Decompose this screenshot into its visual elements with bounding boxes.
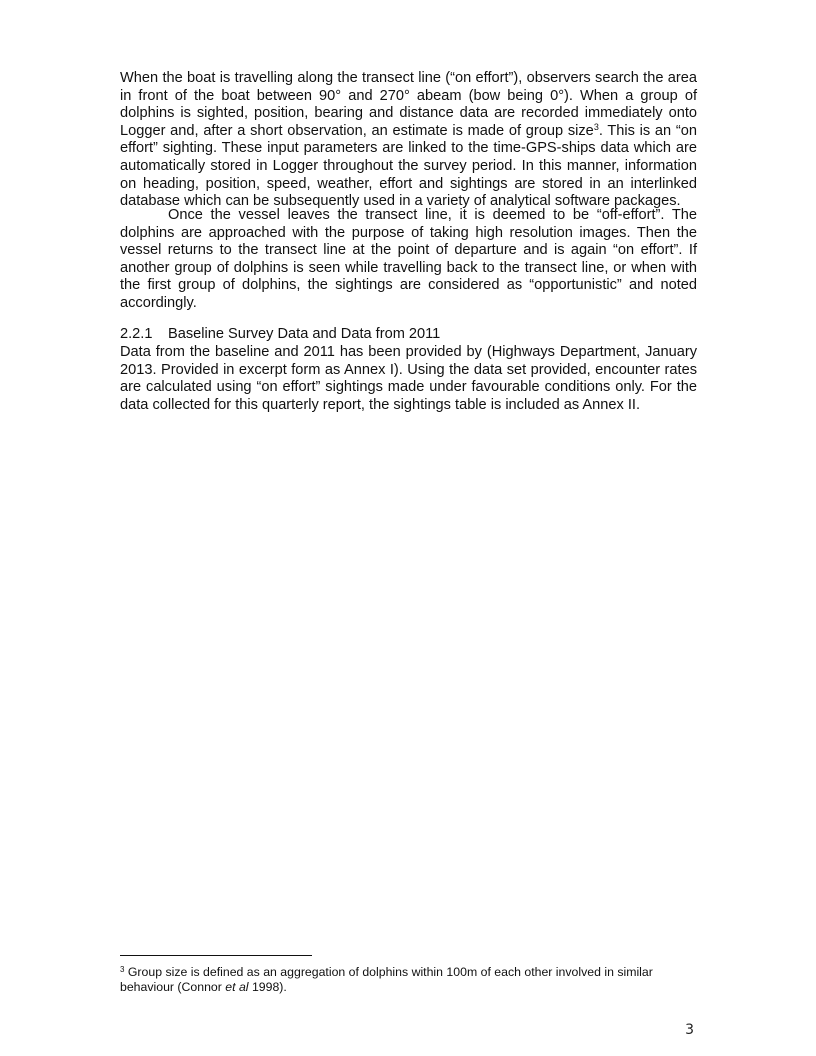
paragraph-3-text: Data from the baseline and 2011 has been provided by (Highways Department, January 2013. Provided in excerpt form as Annex I). Using the data set provided, encounter rates are calculated using “on effort” sightings made under favourable conditions only. For the data collected for this quarterly report, the sightings table is included as Annex II. [120,344,697,413]
footnote-text-italic: et al [225,980,249,994]
paragraph-on-effort-search [120,70,697,211]
paragraph-baseline-data [120,344,697,414]
footnote-marker: 3 [120,965,125,974]
paragraph-1-text-b: . This is an “on effort” sighting. These input parameters are linked to the time-GPS-ships data which are automatically stored in Logger throughout the survey period. In this manner, information on heading, position, speed, weather, effort and sightings are stored in an interlinked database which can be subsequently used in a variety of analytical software packages. [120,122,697,210]
paragraph-1-text-a: When the boat is travelling along the transect line (“on effort”), observers search the area in front of the boat between 90° and 270° abeam (bow being 0°). When a group of dolphins is sighted, position, bearing and distance data are recorded immediately onto Logger and, after a short observation, an estimate is made of group size [120,70,697,139]
section-heading [120,326,440,344]
paragraph-2-text: Once the vessel leaves the transect line, it is deemed to be “off-effort”. The dolphins are approached with the purpose of taking high resolution images. Then the vessel returns to the transect line at the point of departure and is again “on effort”. If another group of dolphins is seen while travelling back to the transect line, or when with the first group of dolphins, the sightings are considered as “opportunistic” and noted accordingly. [120,207,697,311]
section-title: Baseline Survey Data and Data from 2011 [168,326,441,342]
footnote-text-a: Group size is defined as an aggregation of dolphins within 100m of each other involved in similar behaviour (Connor [120,965,653,994]
paragraph-off-effort [120,207,697,313]
footnote-reference[interactable]: 3 [593,121,599,132]
page-number: 3 [685,1022,694,1038]
footnote-separator [120,955,312,956]
footnote-text-b: 1998). [248,980,287,994]
section-number: 2.2.1 [120,326,153,342]
footnote [120,965,697,995]
